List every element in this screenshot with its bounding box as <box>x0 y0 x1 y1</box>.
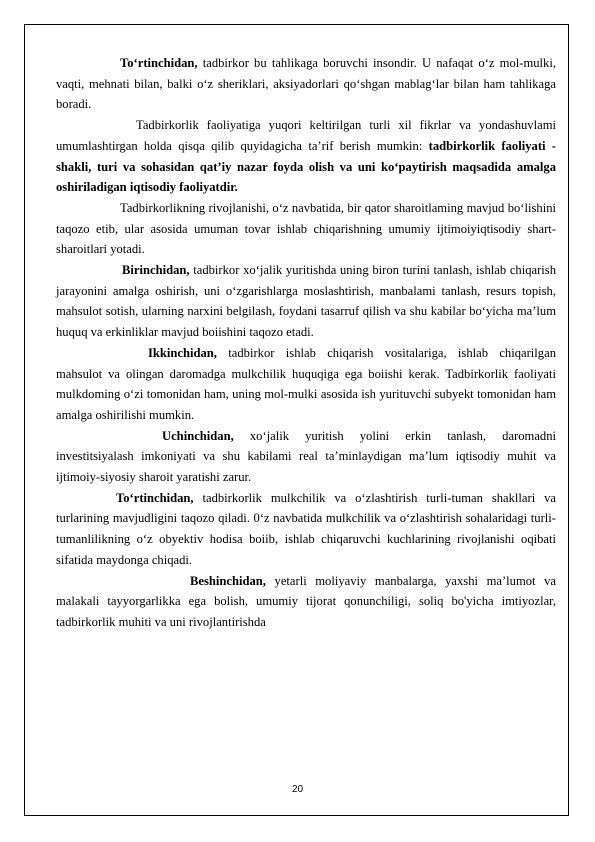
definition-text: tadbirkorlik faoliyati - shakli, turi va sohasidan qat’iy nazar foyda olish va uni ko‘paytirish maqsadida amalga oshiriladigan iqtisodiy faoliyatdir. <box>56 138 557 195</box>
document-body <box>56 53 556 633</box>
paragraph-lead-word: Uchinchidan, <box>162 428 234 443</box>
paragraph-text: Tadbirkorlikning rivojlanishi, o‘z navbatida, bir qator sharoitlaming mavjud bo‘lishini taqozo etib, ular asosida umuman tovar ishlab chiqarishning umumiy ijtimoiyiqtisodiy shart-sharoitlari yotadi. <box>56 200 556 257</box>
paragraph-text: tadbirkor bu tahlikaga boruvchi insondir. U nafaqat o‘z mol-mulki, vaqti, mehnati bilan, balki o‘z sheriklari, aksiyadorlari qo‘shgan mablag‘lar bilan ham tahlikaga boradi. <box>56 56 556 112</box>
page-number: 20 <box>291 784 304 795</box>
paragraph-definition <box>56 115 556 198</box>
paragraph-fifthly <box>56 571 556 633</box>
paragraph-lead-word: To‘rtinchidan, <box>120 56 198 70</box>
paragraph-thirdly <box>56 426 556 488</box>
paragraph-text: tadbirkor ishlab chiqarish vositalariga, ishlab chiqarilgan mahsulot va olingan daromadga mulkchilik huquqiga ega boiishi kerak. Tadbirkorlik faoliyati mulkdoming o‘zi tomonidan ham, uning mol-mulki asosida ish yurituvchi subyekt tomonidan ham amalga oshirilishi mumkin. <box>56 345 556 422</box>
paragraph-lead-word: Ikkinchidan, <box>148 345 217 360</box>
paragraph-text: tadbirkorlik mulkchilik va o‘zlashtirish turli-tuman shakllari va turlarining mavjudligini taqozo qiladi. 0‘z navbatida mulkchilik va o‘zlashtirish sohalaridagi turli-tumanlilikning o‘z obyektiv hodisa boiib, ishlab chiqaruvchi kuchlarining rivojlanishi oqibati sifatida maydonga chiqadi. <box>56 490 556 567</box>
paragraph-text: xo‘jalik yuritish yolini erkin tanlash, daromadni investitsiyalash imkoniyati va shu kabilami real ta’minlaydigan ma’lum iqtisodiy muhit va ijtimoiy-siyosiy sharoit yaratishi zarur. <box>56 428 556 485</box>
paragraph-text: yetarli moliyaviy manbalarga, yaxshi ma’lumot va malakali tayyorgarlikka ega bolish, umumiy tijorat qonunchiligi, soliq bo'yicha imtiyozlar, tadbirkorlik muhiti va uni rivojlantirishda <box>56 573 556 629</box>
paragraph-text: Tadbirkorlik faoliyatiga yuqori keltirilgan turli xil fikrlar va yondashuvlami umumlashtirgan holda qisqa qilib quyidagicha ta’rif berish mumkin: <box>56 118 556 153</box>
paragraph-fourthly-risk <box>56 53 556 115</box>
paragraph-lead-word: Birinchidan, <box>122 263 190 278</box>
paragraph-secondly <box>56 343 556 426</box>
paragraph-conditions <box>56 198 556 260</box>
paragraph-text: tadbirkor xo‘jalik yuritishda uning biron turini tanlash, ishlab chiqarish jarayonini amalga oshirish, uni o‘zgarishlarga moslashtirish, manbalami tanlash, resurs topish, mahsulot sotish, ularning narxini belgilash, foydani tasarruf qilish va shu kabilar bo‘yicha ma’lum huquq va erkinliklar mavjud boiishini taqozo etadi. <box>56 263 556 340</box>
paragraph-lead-word: To‘rtinchidan, <box>116 490 194 505</box>
paragraph-firstly <box>56 260 556 343</box>
paragraph-fourthly-ownership <box>56 488 556 571</box>
paragraph-lead-word: Beshinchidan, <box>190 573 266 588</box>
